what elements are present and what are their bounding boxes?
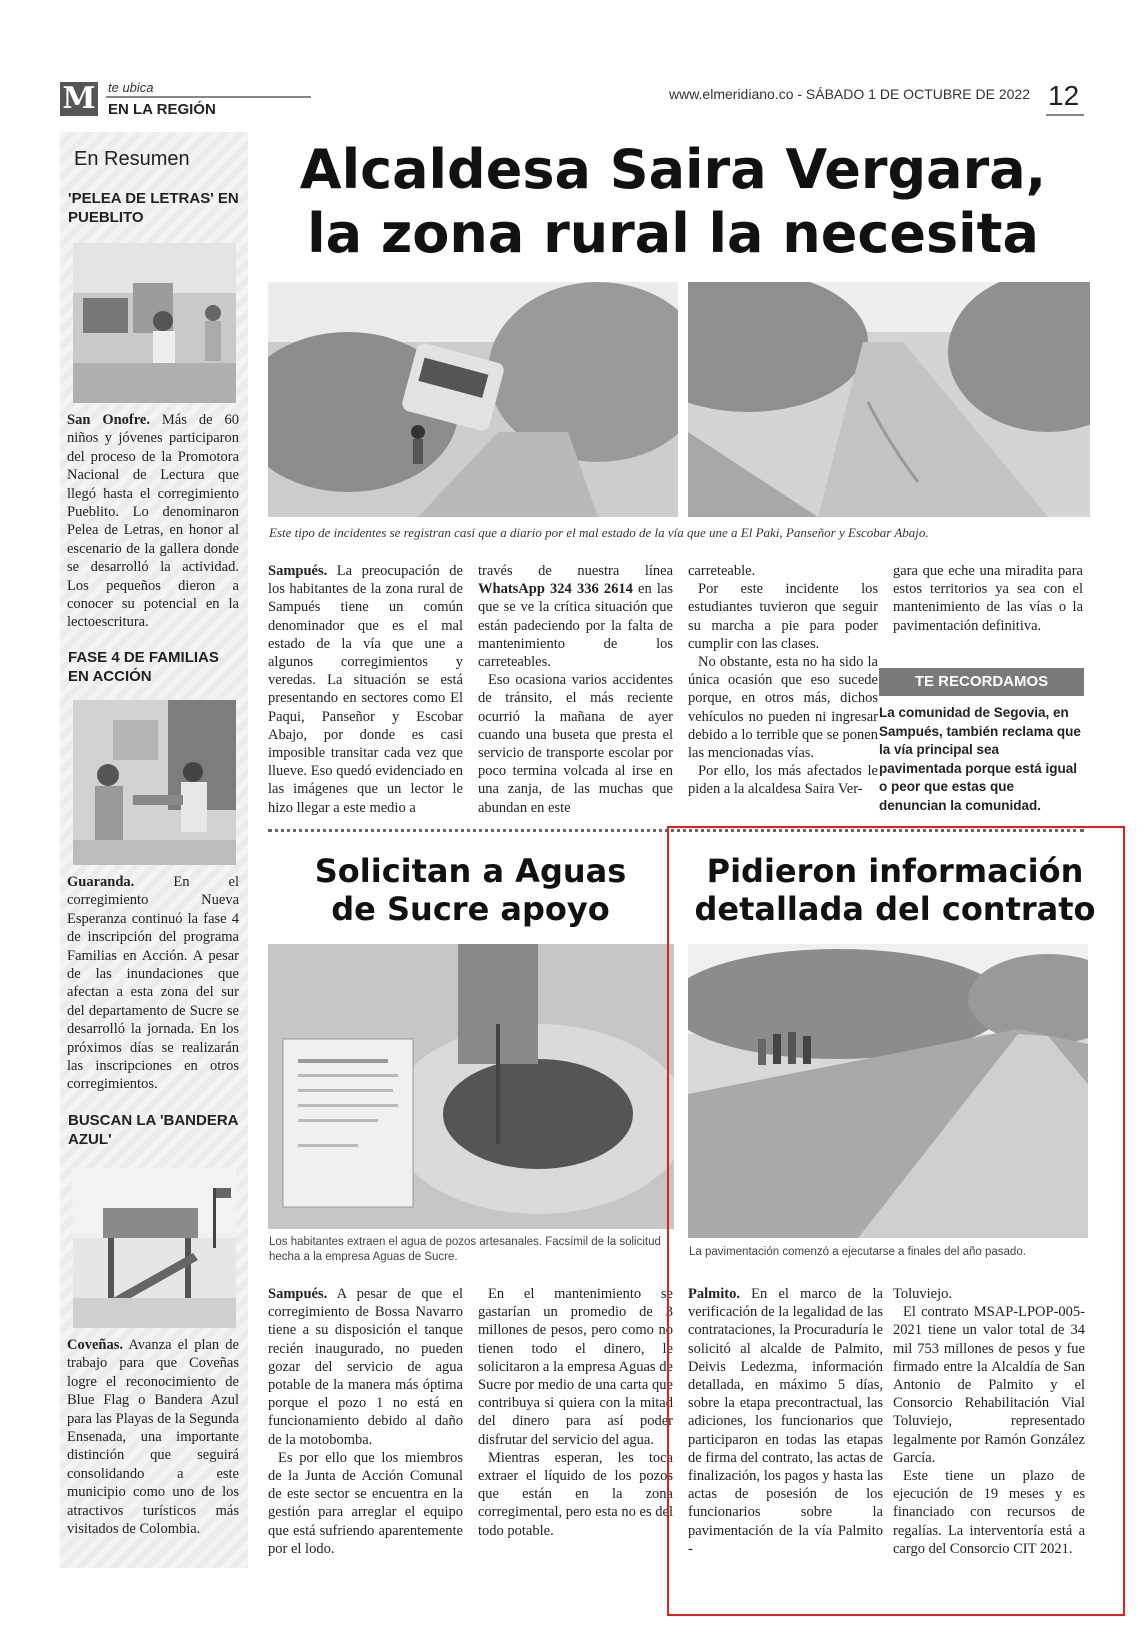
sidebar-lead-pueblito: San Onofre.: [67, 412, 150, 428]
main-col2-p2: Eso ocasiona varios accidentes de tránsito, el más reciente ocurrió la mañana de ayer cuando una buseta que presta el servicio de transporte escolar por poco termina volcada al irse en una zanja, de las muchas que abundan en este: [478, 672, 673, 816]
main-photo-caption: Este tipo de incidentes se registran casi que a diario por el mal estado de la vía que une a El Paki, Panseñor y Escobar Abajo.: [269, 525, 929, 540]
main-headline: [262, 138, 1084, 266]
photo-bus-incident: [268, 282, 678, 517]
story2-caption: Los habitantes extraen el agua de pozos artesanales. Facsímil de la solicitud hecha a la empresa Aguas de Sucre.: [269, 1236, 661, 1263]
tagline: te ubica: [108, 80, 154, 95]
main-col-2: [478, 562, 673, 817]
story3-col-2: [893, 1285, 1085, 1558]
page-number: 12: [1048, 80, 1080, 111]
sidebar-title: En Resumen: [74, 148, 190, 170]
sidebar-text-familias: [67, 873, 239, 1094]
sidebar-text-bandera: [67, 1336, 239, 1538]
main-col2-pre: través de nuestra línea: [478, 563, 673, 579]
main-col1-text: La preocupación de los habitantes de la zona rural de Sampués tiene un común denominador que es el mal estado de la vía que une a algunos corregimientos y veredas. La situación se está presentando en sectores como El Paqui, Panseñor y Escobar Abajo, por donde es casi imposible transitar cada vez que llueve. Eso quedó evidenciado en las imágenes que un lector le hizo llegar a este medio a: [268, 563, 463, 816]
section-title: EN LA REGIÓN: [108, 101, 216, 118]
main-col-4: gara que eche una miradita para estos territorios ya sea con el mantenimiento de las vías o la pavimentación definitiva.: [893, 563, 1083, 634]
story2-headline-line2: de Sucre apoyo: [331, 890, 610, 928]
main-col2-post: en las que se ve la crítica situación que están padeciendo por la falta de mantenimiento de los carreteables.: [478, 581, 673, 671]
main-col-1: [268, 562, 463, 817]
story2-col-1: [268, 1285, 463, 1558]
photo-muddy-road: [688, 282, 1090, 517]
whatsapp-number: WhatsApp 324 336 2614: [478, 581, 633, 598]
sidebar-body-familias: En el corregimiento Nueva Esperanza continuó la fase 4 de inscripción del programa Familias en Acción. A pesar de las inundaciones que afectan a esta zona del sur del departamento de Sucre se desarrolló la jornada. En los próximos días se realizarán las inscripciones en otros corregimientos.: [67, 874, 239, 1093]
sidebar-body-bandera: Avanza el plan de trabajo para que Coveñas logre el reconocimiento de Blue Flag o Bandera Azul para las Playas de la Segunda Ensenada, una importante distinción que seguirá consolidando a este municipio como uno de los atractivos turísticos más visitados de Colombia.: [67, 1337, 239, 1538]
photo-water-well: [268, 944, 674, 1229]
sidebar-heading-pueblito: 'PELEA DE LETRAS' EN PUEBLITO: [68, 190, 239, 226]
story3-headline: [675, 852, 1115, 928]
story2-col1-text: A pesar de que el corregimiento de Bossa Navarro tiene a su disposición el tanque recién inaugurado, no pueden gozar del servicio de agua potable de la manera más óptima porque el pozo 1 no está en funcionamiento debido al daño de la motobomba.: [268, 1286, 463, 1448]
story2-col-2: [478, 1285, 673, 1540]
story3-col2-p1: Toluviejo.: [893, 1286, 952, 1302]
photo-lifeguard-tower: [73, 1168, 236, 1328]
sidebar-heading-familias: FASE 4 DE FAMILIAS EN ACCIÓN: [68, 649, 219, 685]
main-col3-p3: No obstante, esta no ha sido la única ocasión que eso sucede porque, en otros más, dichos vehículos no pueden ni ingresar debido a lo terrible que se ponen las mencionadas vías.: [688, 654, 878, 762]
main-lead: Sampués.: [268, 563, 328, 579]
te-recordamos-text: La comunidad de Segovia, en Sampués, también reclama que la vía principal sea pavimentada porque está igual o peor que estas que denuncian la comunidad.: [879, 705, 1081, 813]
story3-col1-text: En el marco de la verificación de la legalidad de las contrataciones, la Procuraduría le solicitó al alcalde de Palmito, Deivis Ledezma, información detallada, en máximo 5 días, sobre la etapa precontractual, las adiciones, los funcionarios que participaron en todas las etapas de firma del contrato, las actas de finalización, los pagos y hasta las actas de posesión de los funcionarios sobre la pavimentación de la vía Palmito -: [688, 1286, 883, 1557]
newspaper-logo: M: [60, 82, 98, 116]
photo-pelea-de-letras: [73, 243, 236, 403]
sidebar-text-pueblito: [67, 411, 239, 632]
main-headline-line1: Alcaldesa Saira Vergara,: [299, 138, 1047, 201]
main-col3-p1: carreteable.: [688, 563, 756, 579]
main-col3-p4: Por ello, los más afectados le piden a la alcaldesa Saira Ver-: [688, 763, 878, 798]
story3-col2-p3: Este tiene un plazo de ejecución de 19 meses y es financiado con recursos de regalías. La interventoría está a cargo del Consorcio CIT 2021.: [893, 1468, 1085, 1557]
story2-headline-line1: Solicitan a Aguas: [314, 852, 627, 890]
photo-paved-road: [688, 944, 1088, 1238]
photo-familias-en-accion: [73, 700, 236, 865]
story2-col2-p2: Mientras esperan, les toca extraer el líquido de los pozos que están en la zona corregimental, pero esta no es del todo potable.: [478, 1449, 673, 1539]
sidebar-heading-bandera: BUSCAN LA 'BANDERA AZUL': [68, 1112, 238, 1148]
story2-col2-p1: En el mantenimiento se gastarían un promedio de 3 millones de pesos, pero como no tienen todo el dinero, le solicitaron a la empresa Aguas de Sucre por medio de una carta que contribuya si quiera con la mitad del dinero para así poder disfrutar del servicio del agua.: [478, 1286, 673, 1448]
main-col-3: [688, 562, 878, 799]
story3-headline-line1: Pidieron información: [706, 852, 1084, 890]
story3-col2-p2: El contrato MSAP-LPOP-005-2021 tiene un valor total de 34 mil 753 millones de pesos y fue firmado entre la Alcaldía de San Antonio de Palmito y el Consorcio Rehabilitación Vial Toluviejo, representado legalmente por Ramón González García.: [893, 1304, 1085, 1466]
masthead-date: www.elmeridiano.co - SÁBADO 1 DE OCTUBRE DE 2022: [668, 86, 1030, 102]
story3-caption: La pavimentación comenzó a ejecutarse a finales del año pasado.: [689, 1246, 1026, 1258]
header-divider: [106, 96, 311, 98]
sidebar-lead-familias: Guaranda.: [67, 874, 135, 890]
story2-lead: Sampués.: [268, 1286, 328, 1302]
main-col3-p2: Por este incidente los estudiantes tuvieron que seguir su marcha a pie para poder cumplir con las clases.: [688, 581, 878, 652]
main-headline-line2: la zona rural la necesita: [307, 202, 1039, 265]
story2-headline: [268, 852, 673, 928]
page-number-rule: [1046, 114, 1084, 116]
story3-lead: Palmito.: [688, 1286, 740, 1302]
story2-col1-p2: Es por ello que los miembros de la Junta de Acción Comunal de este sector se encuentra en la gestión para arreglar el equipo que está sufriendo aparentemente por el lodo.: [268, 1449, 463, 1557]
story3-headline-line2: detallada del contrato: [694, 890, 1096, 928]
sidebar-lead-bandera: Coveñas.: [67, 1337, 123, 1353]
te-recordamos-badge: TE RECORDAMOS: [879, 668, 1084, 696]
story3-col-1: [688, 1285, 883, 1558]
sidebar-body-pueblito: Más de 60 niños y jóvenes participaron del proceso de la Promotora Nacional de Lectura que llegó hasta el corregimiento Pueblito. Lo denominaron Pelea de Letras, en honor al escenario de la gallera donde se desarrolló la actividad. Los pequeños dieron a conocer su potencial en la lectoescritura.: [67, 412, 239, 631]
